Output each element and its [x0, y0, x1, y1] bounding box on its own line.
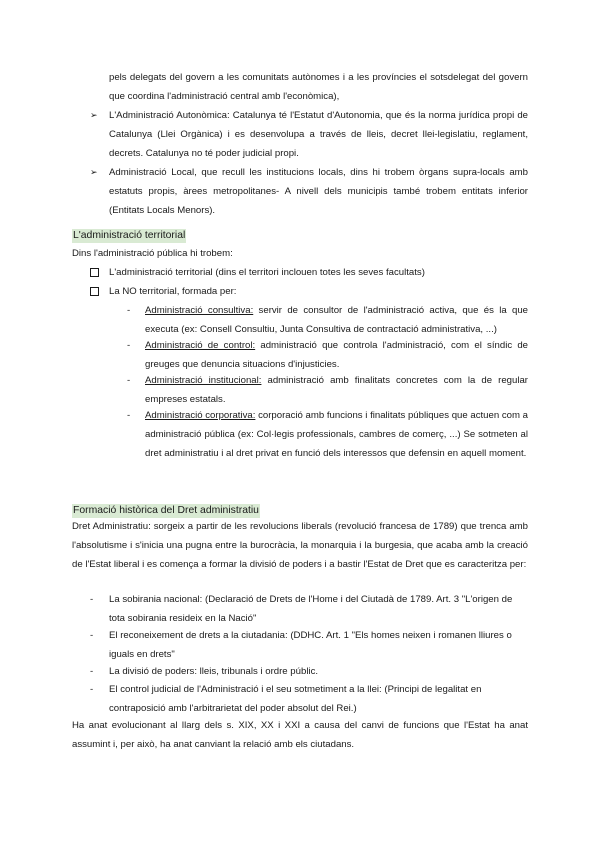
dash-bullet-icon: -	[127, 340, 131, 351]
closing-paragraph: Ha anat evolucionant al llarg dels s. XIX, XX i XXI a causa del canvi de funcions que l'Estat ha anat assumint i, per això, ha anat canviant la relació amb els ciutadans.	[72, 720, 528, 750]
definition: servir de consultor de l'administració activa, que és la que executa (ex: Consell Consultiu, Junta Consultiva de contractació administrativa, ...)	[145, 305, 528, 335]
definition: administració que controla l'administració, com el síndic de greuges que denuncia situacions d'injusticies.	[145, 340, 529, 370]
list-item-text: L'Administració Autonòmica: Catalunya té l'Estatut d'Autonomia, que és la norma jurídica propi de Catalunya (Llei Orgànica) i es desenvolupa a través de lleis, decret llei-legislatiu, reglament, decrets. Catalunya no té poder judicial propi.	[109, 110, 528, 159]
dash-bullet-icon: -	[90, 594, 94, 605]
list-item-text: Administració Local, que recull les institucions locals, dins hi trobem òrgans supra-locals amb estatuts propis, àrees metropolitanes- A nivell dels municipis també trobem entitats inferior (Entitats Locals Menors).	[109, 167, 528, 216]
section-intro: Dins l'administració pública hi trobem:	[72, 248, 233, 259]
section-heading-territorial: L'administració territorial	[73, 230, 186, 241]
arrow-bullet-icon: ➢	[90, 167, 98, 177]
dash-bullet-icon: -	[127, 375, 131, 386]
intro-continuation: pels delegats del govern a les comunitats autònomes i a les províncies el sotsdelegat del govern que coordina l'administració central amb l'econòmica),	[109, 72, 528, 102]
term: Administració de control:	[145, 340, 256, 351]
dash-bullet-icon: -	[90, 684, 94, 695]
dash-bullet-icon: -	[90, 666, 94, 677]
definition: administració amb finalitats concretes com la de regular empreses estatals.	[145, 375, 528, 405]
arrow-bullet-icon: ➢	[90, 110, 98, 120]
dash-bullet-icon: -	[90, 630, 94, 641]
term: Administració consultiva:	[145, 305, 254, 316]
term: Administració corporativa:	[145, 410, 256, 421]
dash-bullet-icon: -	[127, 305, 131, 316]
dash-bullet-icon: -	[127, 410, 131, 421]
section-heading-historica: Formació històrica del Dret administratiu	[73, 505, 259, 516]
section-intro: Dret Administratiu: sorgeix a partir de les revolucions liberals (revolució francesa de 1789) que trenca amb l'absolutisme i s'inicia una pugna entre la burocràcia, la monarquia i la burgesia, que acaba amb la creació de l'Estat liberal i es comença a formar la divisió de poders i a bastir l'Estat de Dret que es caracteritza per:	[72, 521, 528, 570]
checkbox-bullet-icon	[90, 287, 99, 296]
document-page: pels delegats del govern a les comunitats autònomes i a les províncies el sotsdelegat del govern que coordina l'administració central amb l'econòmica), ➢ L'Administració Autonòmica: Catalunya té l'Estatut d'Autonomia, que és la norma jurídica propi de Catalunya (Llei Orgànica) i es desenvolupa a través de lleis, decret llei-legislatiu, reglament, decrets. Catalunya no té poder judicial propi. ➢ Administració Local, que recull les institucions locals, dins hi trobem òrgans supra-locals amb estatuts propis, àrees metropolitanes- A nivell dels municipis també trobem entitats inferior (Entitats Locals Menors). L'administració territorial Dins l'administració pública hi trobem: L'administració territorial (dins el territori inclouen totes les seves facultats) La NO territorial, formada per: - Administració consultiva: servir de consultor de l'administració activa, que és la que executa (ex: Consell Consultiu, Junta Consultiva de contractació administrativa, ...) - Administració de control: administració que controla l'administració, com el síndic de greuges que denuncia situacions d'injusticies. - Administració institucional: administració amb finalitats concretes com la de regular empreses estatals. - Administració corporativa: corporació amb funcions i finalitats públiques que actuen com a administració pública (ex: Col·legis professionals, cambres de comerç, ...) Se sotmeten al dret administratiu i al dret privat en funció dels interessos que defensin en aquell moment. Formació històrica del Dret administratiu Dret Administratiu: sorgeix a partir de les revolucions liberals (revolució francesa de 1789) que trenca amb l'absolutisme i s'inicia una pugna entre la burocràcia, la monarquia i la burgesia, que acaba amb la creació de l'Estat liberal i es comença a formar la divisió de poders i a bastir l'Estat de Dret que es caracteritza per: - La sobirania nacional: (Declaració de Drets de l'Home i del Ciutadà de 1789. Art. 3 "L'origen de tota sobirania resideix en la Nació" - El reconeixement de drets a la ciutadania: (DDHC. Art. 1 "Els homes neixen i romanen lliures o iguals en drets" - La divisió de poders: lleis, tribunals i ordre públic. - El control judicial de l'Administració i el seu sotmetiment a la llei: (Principi de legalitat en contraposició amb l'arbitrarietat del poder absolut del Rei.) Ha anat evolucionant al llarg dels s. XIX, XX i XXI a causa del canvi de funcions que l'Estat ha anat assumint i, per això, ha anat canviant la relació amb els ciutadans.	[0, 0, 600, 848]
definition: corporació amb funcions i finalitats públiques que actuen com a administració pública (ex: Col·legis professionals, cambres de comerç, ...) Se sotmeten al dret administratiu i al dret privat en funció dels interessos que defensin en aquell moment.	[145, 410, 529, 459]
term: Administració institucional:	[145, 375, 262, 386]
checkbox-bullet-icon	[90, 268, 99, 277]
